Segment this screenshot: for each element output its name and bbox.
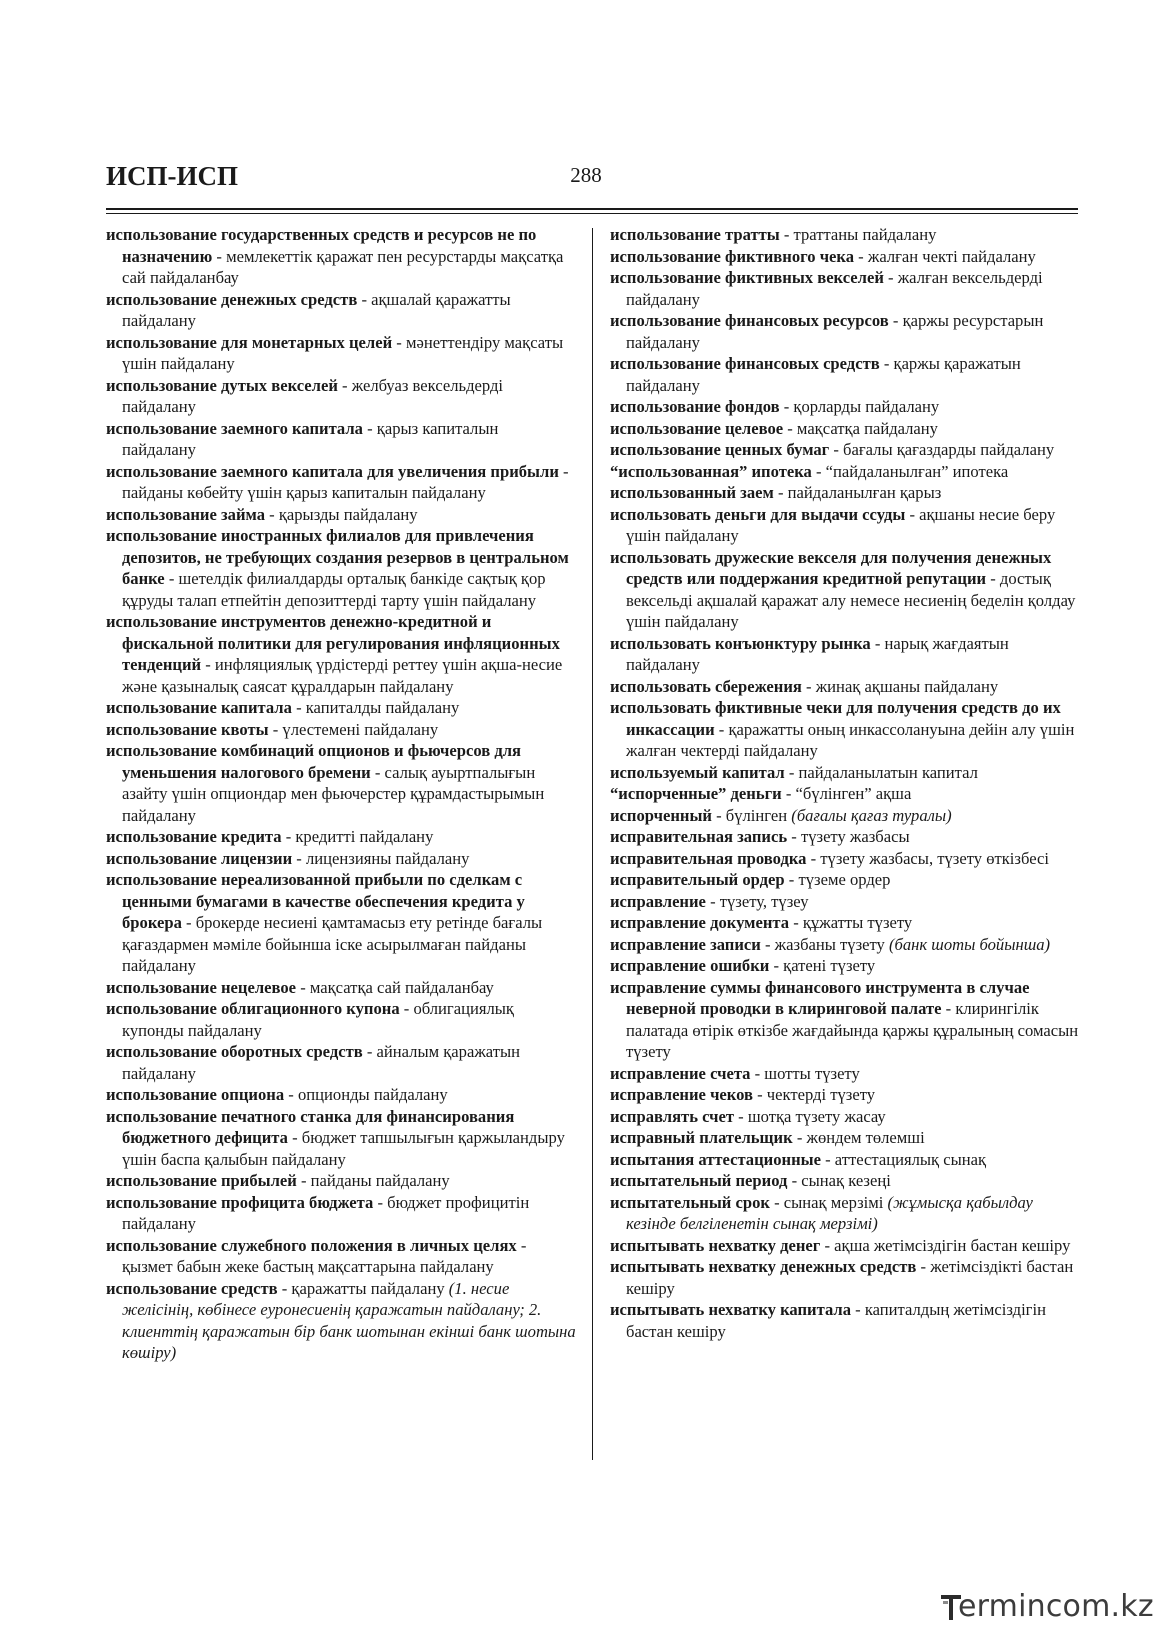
dictionary-entry [610,353,1080,396]
entry-definition: - түзету жазбасы [787,827,910,846]
dictionary-entry [610,418,1080,440]
dictionary-entry [610,762,1080,784]
entry-term: исправление документа [610,913,790,932]
entry-term: использование ценных бумаг [610,440,830,459]
page-header [106,160,1078,194]
left-column [106,224,576,1364]
entry-definition: - айналым қаражатын пайдалану [122,1042,521,1083]
entry-term: использование финансовых ресурсов [610,311,889,330]
dictionary-entry [106,1084,576,1106]
running-head: ИСП-ИСП [106,161,238,191]
entry-term: использование комбинаций опционов и фьючерсов для уменьшения налогового бремени [106,741,522,782]
entry-term: испытательный период [610,1171,788,1190]
entry-term: использование для монетарных целей [106,332,393,352]
entry-definition: - қаржы қаражатын пайдалану [626,354,1021,395]
entry-term: использование нереализованной прибыли по сделкам с ценными бумагами в качестве обеспечения кредита у брокера [106,870,525,932]
right-column [610,224,1080,1342]
entry-definition: - жазбаны түзету [760,934,889,954]
dictionary-entry [610,934,1080,956]
entry-term: исправительный ордер [610,870,785,889]
entry-term: исправление ошибки [610,956,770,975]
entry-term: использование лицензии [106,848,293,868]
entry-term: использование печатного станка для финансирования бюджетного дефицита [106,1106,515,1147]
dictionary-entry [106,697,576,719]
entry-definition: - кредитті пайдалану [281,827,434,846]
entry-definition: - түземе ордер [784,870,891,889]
entry-definition: - “пайдаланылған” ипотека [811,461,1009,481]
entry-term: испытывать нехватку денег [610,1235,821,1255]
entry-term: использование фиктивного чека [610,246,855,266]
entry-definition: - “бүлінген” ақша [781,784,912,803]
entry-definition: - мәнеттендіру мақсаты үшін пайдалану [122,332,564,373]
dictionary-entry [106,611,576,697]
entry-definition: - желбуаз вексельдерді пайдалану [122,375,504,416]
dictionary-entry [610,310,1080,353]
entry-note: (бағалы қағаз туралы) [791,805,952,825]
entry-term: использование тратты [610,225,780,244]
entry-definition: - пайдаланылған қарыз [773,483,942,502]
entry-definition: - қарызды пайдалану [265,504,418,524]
dictionary-entry [610,461,1080,483]
entry-definition: - қатені түзету [769,956,876,975]
dictionary-entry [106,1106,576,1171]
entry-definition: - достық вексельді ақшалай қаражат алу немесе несиенің беделін қолдау үшін пайдалану [626,569,1076,631]
entry-term: использование профицита бюджета [106,1192,374,1212]
entry-term: использование оборотных средств [106,1042,363,1061]
dictionary-entry [106,1192,576,1235]
dictionary-entry [610,1235,1080,1257]
dictionary-entry [106,375,576,418]
entry-definition: - капиталдың жетімсіздігін бастан кешіру [626,1300,1046,1341]
entry-term: использование прибылей [106,1171,297,1190]
entry-definition: - қаржы ресурстарын пайдалану [626,311,1044,352]
entry-definition: - қорларды пайдалану [779,397,940,416]
dictionary-entry [610,246,1080,268]
watermark-text: ermincom.kz [958,1589,1154,1624]
dictionary-entry [106,1041,576,1084]
dictionary-entry [610,1063,1080,1085]
entry-term: использование инструментов денежно-кредитной и фискальной политики для регулирования инфляционных тенденций [106,612,560,674]
entry-term: использование дутых векселей [106,375,338,395]
dictionary-entry [610,848,1080,870]
dictionary-entry [610,783,1080,805]
entry-term: использование опциона [106,1085,285,1104]
entry-term: исправление чеков [610,1085,753,1104]
entry-term: исправительная запись [610,827,788,846]
entry-definition: - шотты түзету [750,1063,860,1083]
dictionary-entry [106,719,576,741]
page-number: 288 [570,163,602,187]
entry-definition: - қызмет бабын жеке бастың мақсаттарына пайдалану [122,1235,527,1276]
dictionary-entry [610,267,1080,310]
dictionary-entry [610,1256,1080,1299]
dictionary-entry [610,697,1080,762]
entry-definition: - мақсатқа сай пайдаланбау [296,977,494,997]
entry-note: (банк шоты бойынша) [889,934,1051,954]
entry-definition: - пайданы көбейту үшін қарыз капиталын пайдалану [122,461,569,502]
dictionary-entry [610,439,1080,461]
entry-definition: - жалған вексельдерді пайдалану [626,268,1043,309]
entry-definition: - бағалы қағаздарды пайдалану [829,440,1055,459]
entry-term: исправительная проводка [610,848,807,868]
entry-definition: - мемлекеттік қаражат пен ресурстарды мақсатқа сай пайдаланбау [122,246,564,287]
entry-term: использование капитала [106,698,292,717]
entry-term: испытывать нехватку денежных средств [610,1257,917,1276]
entry-definition: - салық ауыртпалығын азайту үшін опциондар мен фьючерстер құрамдастырымын пайдалану [122,762,545,825]
entry-definition: - капиталды пайдалану [291,698,460,717]
entry-definition: - инфляциялық үрдістерді реттеу үшін ақша-несие және қазыналық саясат құралдарын пайдалану [122,655,563,696]
entry-definition: - жинақ ақшаны пайдалану [801,676,999,696]
entry-definition: - нарық жағдаятын пайдалану [626,633,1009,674]
entry-definition: - траттаны пайдалану [779,225,937,244]
entry-definition: - шетелдік филиалдарды орталық банкіде сақтық қор құруды талап етпейтін депозиттерді тарту үшін пайдалану [122,569,546,610]
entry-term: использование кредита [106,827,282,846]
column-divider [592,228,593,1460]
entry-definition: - пайдаланылатын капитал [784,762,978,782]
entry-term: использование фиктивных векселей [610,268,884,287]
dictionary-entry [610,1299,1080,1342]
entry-term: использование фондов [610,397,780,416]
dictionary-entry [610,1170,1080,1192]
entry-term: испорченный [610,805,712,825]
entry-definition: - брокерде несиені қамтамасыз ету ретінде бағалы қағаздармен мәміле бойынша іске асырылмаған пайданы пайдалану [122,913,543,975]
dictionary-entry [610,805,1080,827]
dictionary-entry [610,1106,1080,1128]
entry-term: испытания аттестационные [610,1149,821,1169]
dictionary-entry [106,1235,576,1278]
dictionary-entry [106,224,576,289]
dictionary-entry [106,826,576,848]
entry-definition: - ақшаны несие беру үшін пайдалану [626,504,1056,545]
dictionary-entry [610,224,1080,246]
entry-term: исправление суммы финансового инструмента в случае неверной проводки в клиринговой палате [610,977,1030,1018]
entry-definition: - шотқа түзету жасау [734,1106,886,1126]
entry-definition: - қаражатты оның инкассолануына дейін алу үшін жалған чектерді пайдалану [626,719,1075,760]
entry-term: “использованная” ипотека [610,461,812,481]
entry-term: использованный заем [610,483,774,502]
dictionary-entry [610,482,1080,504]
entry-term: испытательный срок [610,1192,770,1212]
dictionary-entry [610,891,1080,913]
header-rule-thick [106,208,1078,210]
entry-definition: - жетімсіздікті бастан кешіру [626,1257,1074,1298]
entry-term: исправление записи [610,934,761,954]
entry-term: использовать сбережения [610,676,802,696]
entry-term: использование денежных средств [106,289,358,309]
dictionary-entry [106,461,576,504]
entry-term: “испорченные” деньги [610,784,782,803]
entry-term: исправление [610,891,706,911]
entry-term: использование средств [106,1278,278,1298]
dictionary-entry [106,1278,576,1364]
dictionary-entry [610,1192,1080,1235]
dictionary-entry [610,676,1080,698]
dictionary-entry [610,869,1080,891]
entry-term: использование государственных средств и ресурсов не по назначению [106,225,537,266]
entry-term: использование заемного капитала [106,418,363,438]
entry-definition: - аттестациялық сынақ [820,1149,987,1169]
dictionary-entry [610,633,1080,676]
dictionary-entry [610,826,1080,848]
entry-definition: - жалған чекті пайдалану [854,246,1036,266]
entry-term: исправлять счет [610,1106,735,1126]
entry-definition: - түзету жазбасы, түзету өткізбесі [806,848,1049,868]
entry-note: (1. несие желісінің, көбінесе еуронесиенің қаражатын пайдалану; 2. клиенттің қаражатын бір банк шотынан екінші банк шотына көшіру) [122,1278,576,1362]
dictionary-entry [610,504,1080,547]
entry-term: используемый капитал [610,762,785,782]
entry-definition: - үлестемені пайдалану [268,719,439,739]
dictionary-entry [610,1084,1080,1106]
entry-definition: - бюджет профицитін пайдалану [122,1192,530,1233]
entry-term: исправление счета [610,1063,751,1083]
dictionary-entry [610,912,1080,934]
entry-term: использование заемного капитала для увеличения прибыли [106,461,559,481]
entry-term: использование финансовых средств [610,354,880,373]
entry-definition: - бюджет тапшылығын қаржыландыру үшін баспа қалыбын пайдалану [122,1128,565,1169]
entry-definition: - пайданы пайдалану [296,1171,450,1190]
dictionary-entry [106,332,576,375]
dictionary-entry [106,848,576,870]
entry-term: использование целевое [610,418,784,438]
entry-term: использование иностранных филиалов для привлечения депозитов, не требующих создания резервов в центральном банке [106,526,569,588]
entry-definition: - лицензияны пайдалану [292,848,470,868]
entry-note: (жұмысқа қабылдау кезінде белгіленетін сынақ мерзімі) [626,1192,1033,1233]
entry-definition: - құжатты түзету [789,913,913,932]
entry-definition: - сынақ мерзімі [769,1192,888,1212]
dictionary-entry [106,1170,576,1192]
entry-term: использовать конъюнктуру рынка [610,633,871,653]
dictionary-entry [610,977,1080,1063]
dictionary-entry [106,977,576,999]
header-rule-thin [106,213,1078,214]
entry-term: использование квоты [106,719,269,739]
dictionary-entry [106,998,576,1041]
watermark [940,1588,1154,1628]
entry-term: испытывать нехватку капитала [610,1300,852,1319]
entry-definition: - сынақ кезеңі [787,1171,891,1190]
dictionary-entry [610,1127,1080,1149]
entry-term: использовать деньги для выдачи ссуды [610,504,906,524]
entry-term: использование облигационного купона [106,999,400,1018]
entry-definition: - ақша жетімсіздігін бастан кешіру [820,1235,1071,1255]
entry-definition: - қаражатты пайдалану [277,1278,449,1298]
dictionary-entry [106,869,576,977]
entry-definition: - опционды пайдалану [284,1085,448,1104]
entry-term: использование служебного положения в личных целях [106,1235,517,1255]
dictionary-entry [106,740,576,826]
dictionary-entry [106,525,576,611]
dictionary-entry [610,1149,1080,1171]
dictionary-entry [106,504,576,526]
entry-term: использовать фиктивные чеки для получения средств до их инкассации [610,698,1061,739]
entry-definition: - клирингілік палатада өтірік өткізбе жағдайында қаржы құралының сомасын түзету [626,999,1079,1061]
dictionary-entry [106,289,576,332]
entry-term: использовать дружеские векселя для получения денежных средств или поддержания кредитной репутации [610,547,1052,588]
entry-definition: - облигациялық купонды пайдалану [122,999,514,1040]
entry-definition: - ақшалай қаражатты пайдалану [122,289,511,330]
entry-definition: - қарыз капиталын пайдалану [122,418,499,459]
dictionary-entry [610,547,1080,633]
dictionary-entry [106,418,576,461]
entry-definition: - мақсатқа пайдалану [783,418,938,438]
entry-definition: - жөндем төлемші [792,1128,925,1147]
entry-definition: - түзету, түзеу [705,891,809,911]
entry-term: использование нецелевое [106,977,297,997]
dictionary-entry [610,955,1080,977]
entry-term: использование займа [106,504,266,524]
dictionary-entry [610,396,1080,418]
entry-definition: - бүлінген [711,805,792,825]
entry-definition: - чектерді түзету [752,1085,876,1104]
entry-term: исправный плательщик [610,1128,793,1147]
